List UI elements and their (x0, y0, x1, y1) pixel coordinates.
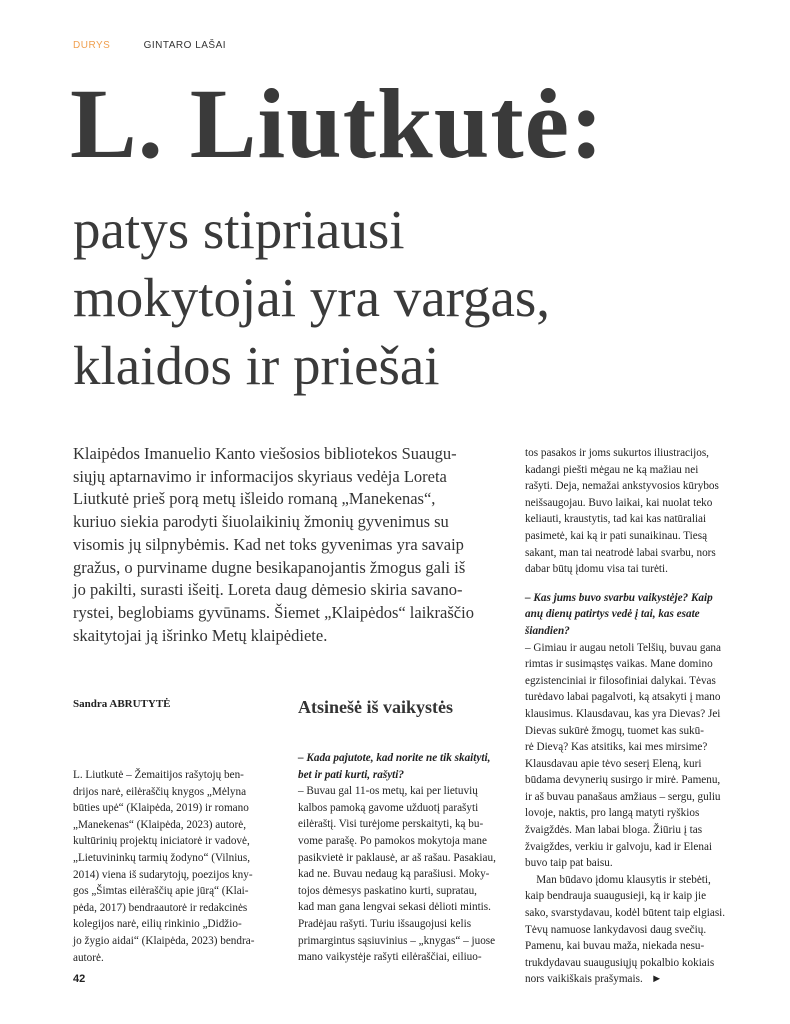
bio-line: autorė. (73, 951, 104, 964)
answer-line: rimtas ir susimąstęs vaikas. Mane domino (525, 658, 713, 671)
interview-column-3 (525, 445, 745, 988)
bio-line: kultūrinių projektų iniciatorė ir vadovė, (73, 835, 250, 848)
answer-line: tojos dėmesys paskatino kurti, supratau, (298, 884, 477, 897)
answer-line: vome parašę. Po pamokos mokytoja mane (298, 834, 487, 847)
lead-line: siųjų aptarnavimo ir informacijos skyriaus vedėja Loreta (73, 466, 447, 486)
interview-column-2 (298, 750, 513, 966)
author-byline: Sandra ABRUTYTĖ (73, 698, 171, 710)
answer-line: klausimus. Klausdavau, kas yra Dievas? Jei (525, 707, 721, 720)
text-line: dabar būtų įdomu visa tai turėti. (525, 563, 668, 576)
bio-line: būties upė“ (Klaipėda, 2019) ir romano (73, 802, 249, 815)
answer-line: Klausdavau apie tėvo seserį Eleną, kuri (525, 757, 702, 770)
answer-line: Pamenu, kai buvau maža, niekada nesu- (525, 940, 705, 953)
text-line: kadangi piešti mėgau ne ką mažiau nei (525, 463, 699, 476)
text-line: tos pasakos ir joms sukurtos iliustracijos, (525, 447, 709, 459)
answer-line: pasikvietė ir paklausė, ar aš rašau. Pasakiau, (298, 851, 496, 864)
answer-line: būdama devynerių susirgo ir mirė. Pamenu, (525, 774, 721, 787)
page-number: 42 (73, 973, 86, 985)
answer-line: – Buvau gal 11-os metų, kai per lietuvių (298, 785, 478, 798)
answer-line: Tėvų namuose lankydavosi daug svečių. (525, 923, 707, 936)
lead-line: skaitytojai ją išrinko Metų klaipėdiete. (73, 625, 328, 645)
question-line: bet ir pati kurti, rašyti? (298, 768, 404, 781)
answer-line: eilėraštį. Visi turėjome perskaityti, ką bu- (298, 818, 484, 831)
answer-line: turėdavo labai pagalvoti, ką atsakyti į mano (525, 691, 721, 704)
bio-line: „Lietuvininkų tarmių žodyno“ (Vilnius, (73, 851, 251, 864)
answer-line: Dievas sukūrė žmogų, tuomet kas sukū- (525, 724, 704, 737)
lead-line: jo pakilti, surasti išeitį. Loreta daug dėmesio skiria savano- (73, 580, 463, 600)
answer-line: Pradėjau rašyti. Turiu išsaugojusi kelis (298, 917, 472, 930)
article-title: L. Liutkutė: (70, 68, 605, 179)
running-header (73, 40, 226, 51)
bio-line: 2014) viena iš sudarytojų, poezijos kny- (73, 868, 253, 881)
text-line: rašyti. Deja, nemažai ankstyvosios kūrybos (525, 480, 719, 493)
lead-line: rystei, beglobiams gyvūnams. Šiemet „Klaipėdos“ laikraščio (73, 602, 474, 622)
question-line: – Kada pajutote, kad norite ne tik skaityti, (298, 752, 491, 764)
section-subheading: Atsinešė iš vaikystės (298, 697, 454, 717)
answer-line: primargintus sąsiuvinius – „knygas“ – juose (298, 934, 496, 947)
section-label: DURYS (73, 40, 111, 51)
text-line: pasimetė, kai ką ir pati sunaikinau. Tiesą (525, 529, 708, 542)
subtitle-line: klaidos ir priešai (73, 335, 440, 396)
answer-line: žvaigždės. Man labai bloga. Žiūriu į tas (525, 824, 703, 837)
answer-line: Man būdavo įdomu klausytis ir stebėti, (525, 873, 711, 886)
lead-paragraph (73, 443, 505, 647)
lead-line: visomis jų silpnybėmis. Kad net toks gyvenimas yra savaip (73, 534, 464, 554)
bio-line: gos „Šimtas eilėraščių apie jūrą“ (Klai- (73, 885, 249, 898)
question-line: šiandien? (525, 624, 570, 637)
bio-line: kolegijos narė, eilių rinkinio „Didžio- (73, 918, 242, 931)
bio-line: pėda, 2017) bendraautorė ir redakcinės (73, 901, 248, 914)
bio-column (73, 767, 278, 966)
answer-line: kad ne. Buvau nedaug ką parašiusi. Moky- (298, 868, 490, 881)
column-label: GINTARO LAŠAI (143, 40, 227, 51)
bio-line: L. Liutkutė – Žemaitijos rašytojų ben- (73, 769, 244, 781)
answer-line: egzistenciniai ir filosofiniai dalykai. Tėvas (525, 674, 716, 687)
lead-line: Klaipėdos Imanuelio Kanto viešosios bibliotekos Suaugu- (73, 444, 457, 463)
answer-line: kad man gana lengvai sekasi dėlioti mintis. (298, 901, 491, 914)
answer-line: kaip bendrauja suaugusieji, ką ir kaip jie (525, 890, 707, 903)
answer-line: rė Dievą? Kas atsitiks, kai mes mirsime? (525, 741, 708, 754)
answer-line: kalbos pamoką gavome užduotį parašyti (298, 801, 479, 814)
subtitle-line: patys stipriausi (73, 199, 405, 260)
question-line: anų dienų patirtys vedė į tai, kas esate (525, 608, 700, 621)
question-line: – Kas jums buvo svarbu vaikystėje? Kaip (525, 591, 713, 604)
text-line: sakant, man tai neatrodė labai svarbu, nors (525, 546, 716, 559)
answer-line: lovoje, naktis, pro langą matyti ryškios (525, 807, 700, 820)
text-line: neišsaugojau. Buvo laikai, kai nuolat teko (525, 496, 713, 509)
answer-line: trukdydavau suaugusiųjų pokalbio kokiais (525, 956, 715, 969)
article-subtitle (73, 196, 753, 400)
answer-line: – Gimiau ir augau netoli Telšių, buvau gana (525, 641, 721, 654)
lead-line: kuriuo siekia parodyti šiuolaikinių žmonių gyvenimus su (73, 512, 449, 532)
lead-line: Liutkutė prieš porą metų išleido romaną „Manekenas“, (73, 489, 436, 509)
bio-line: „Manekenas“ (Klaipėda, 2023) autorė, (73, 818, 247, 831)
answer-line: buvo taip pat baisu. (525, 857, 613, 870)
continue-arrow-line: nors vaikiškais prašymais. ► (525, 973, 663, 986)
text-line: keliauti, kraustytis, tad kai kas natūraliai (525, 513, 707, 526)
subtitle-line: mokytojai yra vargas, (73, 267, 551, 328)
answer-line: sako, svarstydavau, kodėl būtent taip elgiasi. (525, 907, 726, 920)
answer-line: ir aš buvau panašaus amžiaus – sergu, guliu (525, 790, 721, 803)
lead-line: gražus, o purviname dugne besikapanojantis žmogus gali iš (73, 557, 466, 577)
answer-line: mano vaikystėje rašyti eilėraščiai, eiliuo- (298, 951, 482, 964)
bio-line: drijos narė, eilėraščių knygos „Mėlyna (73, 785, 247, 798)
answer-line: žvaigždes, verkiu ir galvoju, kad ir Elenai (525, 840, 713, 853)
bio-line: jo žygio aidai“ (Klaipėda, 2023) bendra- (73, 934, 255, 947)
